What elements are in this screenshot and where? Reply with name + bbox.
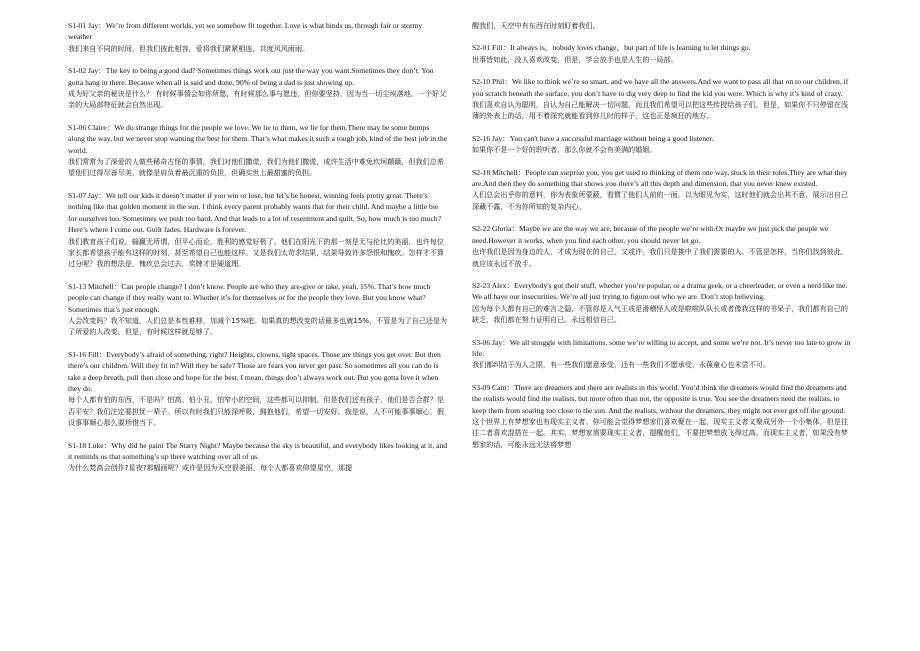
- english-quote: S1-07 Jay：We tell our kids it doesn’t matter if you win or lose, but let’s be honest, winning feels pretty great. There’s nothing like that golden moment in the sun. I think every parent probably wants that for their child. And maybe a little bie for ourselves too. Sometimes we push too hard. And that leads to a lot of resentment and quilt. So, how much is too much? Here’s where I come out. Guilt fades. Hardware is forever.: [68, 190, 442, 235]
- quote-entry: [472, 382, 854, 450]
- chinese-translation: 我们喜欢自认为聪明，自认为自己能解决一切问题，而且我们希望可以把这些传授给孩子们，但是，如果你不只停留在浅薄的外表上的话，用不着深究就能看到你儿时的样子，这也正是疯狂的地方。: [472, 100, 848, 121]
- quote-entry: [68, 122, 448, 179]
- chinese-translation: 我们来自不同的时间，但我们彼此相容，爱将我们紧紧相连，共度风风雨雨。: [68, 43, 310, 53]
- quote-entry: [68, 20, 448, 54]
- chinese-translation: 人们总会出乎你的意料，你为表象所蒙蔽，看惯了他们人前的一面，以为眼见为实，这时他们就会出其不意，展示出自己深藏不露，不为你所知的复杂内心。: [472, 190, 848, 211]
- english-quote: S2-16 Jay：You can't have a successful marriage without being a good listener.: [472, 133, 714, 143]
- chinese-translation: 这个世界上有梦想家也有现实主义者。你可能会觉得梦想家们喜欢聚在一起，现实主义者又聚成另外一个小集体，但是往往二者喜欢混搭在一起。其实，梦想家需要现实主义者，提醒他们，不要把梦想放飞得过高。而现实主义者，如果没有梦想家的话，可能永远无法将梦想: [472, 416, 848, 449]
- chinese-translation: 人会改变吗？我不知道。人们总是本性难移，加减个15%吧。如果真的想改变的话最多也就15%，不管是为了自己还是为了所爱的人改变。但是，有时候这样就足够了。: [68, 315, 448, 337]
- english-quote: S1-16 Fill：Everybody’s afraid of something, right? Heights, clowns, tight spaces. Those are things you get over. But then there’s our children. Will they fit in? Will they be safe? Those are fears you never get past. So sometimes all you can do is take a deep breath, pull then close and hope for the best. I mean, things don’t always work out. But you gotta love it when they do.: [68, 349, 441, 393]
- quote-entry: [68, 281, 448, 338]
- english-quote: S1-13 Mitchell：Can people change? I don’t know. People are who they are-give or take, yeah, 15%. That’s how much people can change if they really want to. Whether it’s for themselves or for the people they love. But you know what? Sometimes that’s just enough.: [68, 281, 431, 314]
- english-quote: S2-23 Alex：Everybody's got their stuff, whether you’re popular, or a drama geek, or a cheerleader, or even a nerd like me. We all have our insecurities. We’re all just trying to figure out who we are. Don’t stop believing.: [472, 280, 848, 302]
- english-quote: S1-06 Claire：We do strange things for the people we love. We lie to them, we lie for them.There may be some bumps along the way, but we never stop wanting the best for them. That’s what makes it such a tough job, kind of the best job in the world.: [68, 122, 448, 155]
- quote-entry: [68, 190, 448, 270]
- quote-entry: [472, 337, 854, 371]
- chinese-translation: 每个人都有怕的东西，不是吗？怕高、怕小丑、怕窄小的空间，这些都可以抑制。但是我们还有孩子，他们是否合群？是否平安？我们注定要担忧一辈子。所以有时我们只能深呼吸，拥抱他们，希望一切安好。我是说，人不可能事事顺心，假设事事顺心那么要珍惜当下。: [68, 395, 444, 428]
- quote-entry: [472, 223, 854, 269]
- chinese-translation: 如果你不是一个好的聆听者，那么你就不会有美满的婚姻。: [472, 145, 657, 155]
- english-quote: S2-22 Gloria：Maybe we are the way we are, because of the people we’re with.Or maybe we just pick the people we need.However it works, when you find each other, you should never let go.: [472, 224, 829, 245]
- quote-entry: [472, 133, 854, 156]
- english-quote: S1-18 Luke：Why did he paint The Starry Night? Maybe because the sky is beautiful, and everybody likes looking at it, and it reminds us that something’s up there watching over all of us.: [68, 440, 448, 461]
- chinese-translation: 成为好父亲的秘诀是什么？ 有时候事情会如你所愿，有时候那么事与愿违，但你要坚持，因为当一切尘埃落地，一个好父亲的大局部特征就会自然出现。: [68, 89, 447, 110]
- quote-entry: [472, 280, 854, 326]
- quote-entry: [68, 65, 448, 111]
- english-quote: S2-18 Mitchell：People can surprise you, you get used to thinking of them one way, stuck in their roles.They are what they are.And then they do something that shows you there’s all this depth and dimension, that you never knew existed.: [472, 167, 848, 189]
- english-quote: S3-09 Cam：There are dreamers and there are realists in this world. You’d think the dreamers would find the dreamers and the realists would find the realists, but more often than not, the opposite is true. You see the dreamers need the realists, to keep them from soaring too close to the sun. And the realists, without the dreamers, they might not ever get off the ground.: [472, 382, 847, 415]
- chinese-translation: 世事皆如此，没人喜欢改变，但是，学会放手也是人生的一局部。: [472, 54, 678, 64]
- english-quote: S2-10 Phil：We like to think we’re so smart, and we have all the answers.And we want to pass all that on to our children, if you scratch beneath the surface, you don’t have to dig very deep to find the kid you were. Which is why it’s kind of crazy.: [472, 77, 849, 98]
- english-quote: S1-01 Jay：We’re from different worlds, yet we somehow fit together. Love is what binds us, through fair or stormy weather: [68, 21, 423, 42]
- english-quote: S3-06 Jay：We all struggle with limitations, some we’re willing to accept, and some we’re not. It’s never too late to grow in life.: [472, 337, 851, 358]
- quote-entry-continued: [472, 20, 854, 31]
- chinese-translation: 我们常常为了深爱的人做些稀奇古怪的事情，我们对他们撒谎，我们为他们撒谎，或许生活中难免坎坷颠簸，但我们总希望他们过得尽善尽美，就像是肩负着最沉重的负担，但确实世上最甜蜜的负担。: [68, 157, 444, 178]
- quote-entry: [472, 76, 854, 122]
- english-quote: S2-01 Fill：It always is，nobody loves change，but part of life is learning to let things go.: [472, 43, 751, 53]
- quote-entry: [472, 167, 854, 213]
- chinese-translation: 我们都纠结于为人之限，有一些我们愿意承受，还有一些我们不愿承受，永葆童心也未尝不可。: [472, 360, 770, 370]
- quote-entry: [68, 349, 448, 429]
- chinese-translation: 因为每个人都有自己的难言之隐，不管你是人气王或是滑稽怪人或是啦啦队队长或者像我这样的书呆子，我们都有自己的缺乏，我们都在努力证明自己。永远相信自己。: [472, 303, 848, 325]
- left-column: [68, 20, 448, 485]
- quote-entry: [68, 440, 448, 474]
- right-column: [472, 20, 854, 461]
- chinese-translation: 也许我们是因为身边的人，才成为现在的自己，又或许，我们只是挑中了我们需要的人。不管是怎样，当你们找到彼此，就应该永远不放手。: [472, 247, 848, 268]
- quote-entry: [472, 42, 854, 65]
- chinese-translation: 为什么梵高会创作?星夜?那幅画呢？或许是因为天空很美丽，每个人都喜欢仰望星空，那提: [68, 463, 353, 473]
- english-quote: S1-02 Jay：The key to being a good dad? Sometimes things work out just the way you want.Sometimes they don’t. You gotta hang in there. Because when all is said and done, 90% of being a dad is just showing up.: [68, 66, 434, 87]
- chinese-translation: 我们教育孩子们说，输赢无所谓，但平心而论，胜利的感觉好极了。他们在阳光下的那一刻是无与伦比的美丽，也许每位家长都希望孩子能有这样的时刻，甚至希望自己也能这样。又是我们太苛求结果，结果导致许多怨恨和愧疚。怎样才不算过分呢？我的想法是，愧疚总会过去，奖牌才是硬道理。: [68, 236, 444, 269]
- chinese-translation: 醒我们，天空中有东西在时刻盯着我们。: [472, 21, 600, 30]
